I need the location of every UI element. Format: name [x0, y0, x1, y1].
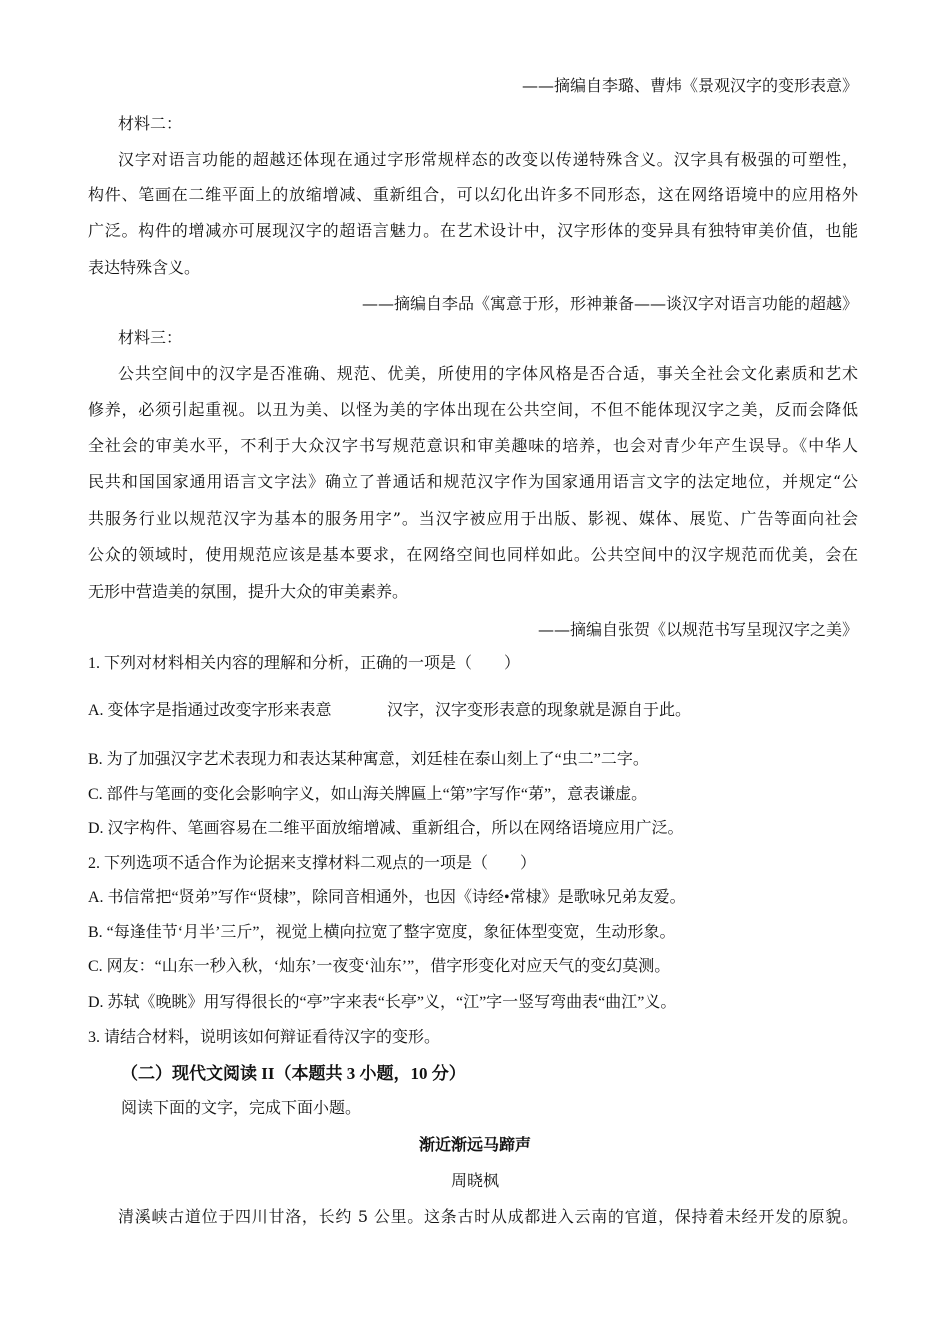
- question-2-stem: 2. 下列选项不适合作为论据来支撑材料二观点的一项是（ ）: [88, 855, 537, 872]
- material2-line-1: 汉字对语言功能的超越还体现在通过字形常规样态的改变以传递特殊含义。汉字具有极强的可塑性，: [118, 150, 858, 169]
- material3-source: ——摘编自张贺《以规范书写呈现汉字之美》: [537, 620, 858, 639]
- material2-line-2: 构件、笔画在二维平面上的放缩增减、重新组合，可以幻化出许多不同形态，这在网络语境中的应用格外: [88, 185, 858, 204]
- question-3-stem: 3. 请结合材料，说明该如何辩证看待汉字的变形。: [88, 1029, 441, 1046]
- question-2-option-b: B. “每逢佳节‘月半’三斤”，视觉上横向拉宽了整字宽度，象征体型变宽，生动形象。: [88, 924, 676, 941]
- question-1-option-d: D. 汉字构件、笔画容易在二维平面放缩增减、重新组合，所以在网络语境应用广泛。: [88, 820, 684, 837]
- material2-line-4: 表达特殊含义。: [88, 258, 201, 277]
- material3-line-1: 公共空间中的汉字是否准确、规范、优美，所使用的字体风格是否合适，事关全社会文化素质和艺术: [118, 364, 858, 383]
- question-1-stem: 1. 下列对材料相关内容的理解和分析，正确的一项是（ ）: [88, 655, 521, 672]
- material3-line-5: 共服务行业以规范汉字为基本的服务用字”。当汉字被应用于出版、影视、媒体、展览、广告等面向社会: [88, 509, 858, 528]
- question-1-option-c: C. 部件与笔画的变化会影响字义，如山海关牌匾上“第”字写作“苐”，意表谦虚。: [88, 786, 648, 803]
- section-2-instruction: 阅读下面的文字，完成下面小题。: [121, 1100, 362, 1117]
- material3-line-4: 民共和国国家通用语言文字法》确立了普通话和规范汉字作为国家通用语言文字的法定地位，并规定“公: [88, 472, 858, 491]
- material3-line-2: 修养，必须引起重视。以丑为美、以怪为美的字体出现在公共空间，不但不能体现汉字之美，反而会降低: [88, 400, 858, 419]
- article-author: 周晓枫: [450, 1171, 499, 1190]
- question-2-option-d: D. 苏轼《晚眺》用写得很长的“亭”字来表“长亭”义，“江”字一竖写弯曲表“曲江”义。: [88, 994, 677, 1011]
- material3-heading: 材料三：: [118, 328, 183, 347]
- material1-source: ——摘编自李璐、曹炜《景观汉字的变形表意》: [521, 76, 858, 95]
- question-2-option-a: A. 书信常把“贤弟”写作“贤棣”，除同音相通外，也因《诗经•常棣》是歌咏兄弟友爱。: [88, 889, 686, 906]
- question-1-option-b: B. 为了加强汉字艺术表现力和表达某种寓意，刘廷桂在泰山刻上了“虫二”二字。: [88, 751, 649, 768]
- article-title: 渐近渐远马蹄声: [418, 1135, 531, 1154]
- material2-heading: 材料二：: [118, 114, 183, 133]
- article-first-line: 清溪峡古道位于四川甘洛，长约 5 公里。这条古时从成都进入云南的官道，保持着未经开发的原貌。: [118, 1207, 858, 1226]
- material3-line-7: 无形中营造美的氛围，提升大众的审美素养。: [88, 582, 409, 601]
- material3-line-3: 全社会的审美水平，不利于大众汉字书写规范意识和审美趣味的培养，也会对青少年产生误导。《中华人: [88, 436, 858, 455]
- section-2-heading: （二）现代文阅读 II（本题共 3 小题，10 分）: [121, 1064, 466, 1083]
- material3-line-6: 公众的领域时，使用规范应该是基本要求，在网络空间也同样如此。公共空间中的汉字规范而优美，会在: [88, 545, 858, 564]
- material2-source: ——摘编自李品《寓意于形，形神兼备——谈汉字对语言功能的超越》: [361, 294, 858, 313]
- question-1-option-a-part2: 汉字，汉字变形表意的现象就是源自于此。: [387, 702, 692, 719]
- question-2-option-c: C. 网友：“山东一秒入秋，‘灿东’一夜变‘汕东’”，借字形变化对应天气的变幻莫测。: [88, 958, 671, 975]
- material2-line-3: 广泛。构件的增减亦可展现汉字的超语言魅力。在艺术设计中，汉字形体的变异具有独特审美价值，也能: [88, 221, 858, 240]
- question-1-option-a-part1: A. 变体字是指通过改变字形来表意: [88, 702, 332, 719]
